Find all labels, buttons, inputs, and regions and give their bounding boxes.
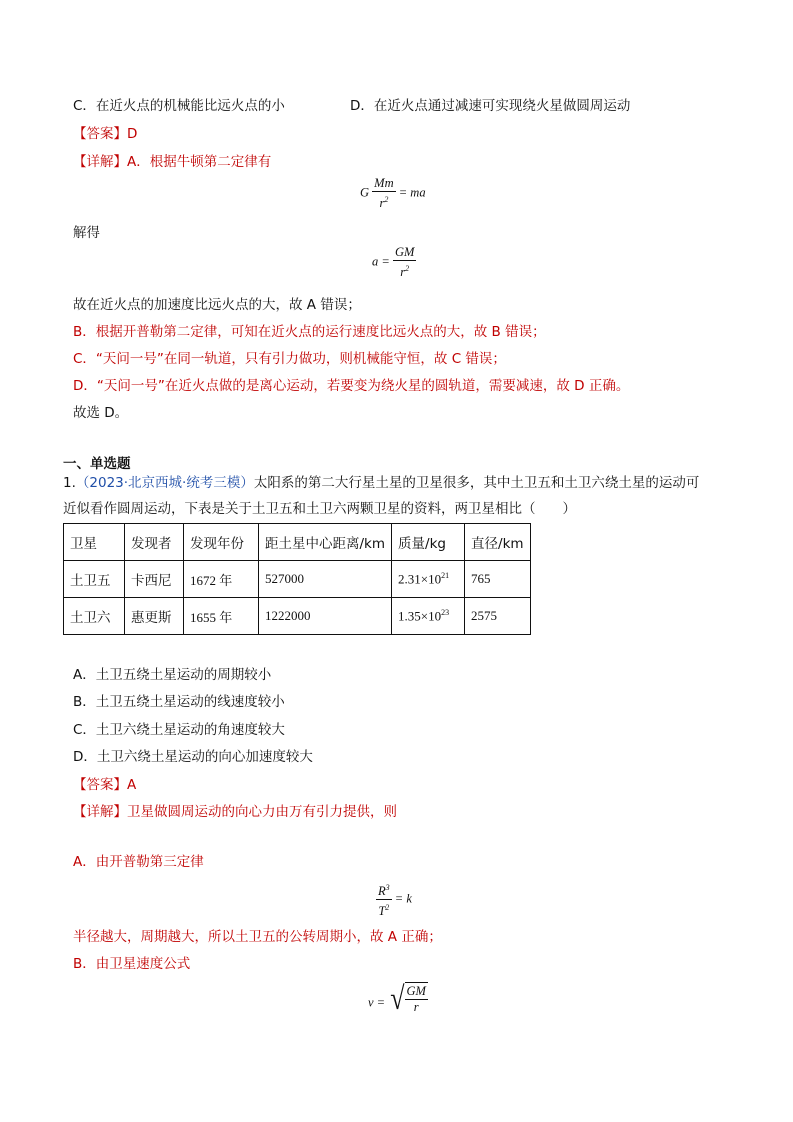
header-cell: 距土星中心距离/km — [259, 524, 392, 561]
table-row — [64, 598, 531, 635]
formula-rhs: = ma — [398, 185, 426, 200]
cell-discoverer: 惠更斯 — [125, 598, 184, 635]
sqrt-expression — [388, 979, 428, 1016]
den-var: T — [378, 904, 386, 919]
mass-exp: 23 — [441, 607, 450, 617]
answer-value: D — [127, 126, 138, 142]
detail-tag: 【详解】 — [73, 154, 127, 170]
sqrt-body — [405, 982, 428, 1015]
formula-lhs: v = — [368, 995, 386, 1010]
num-var: R — [378, 884, 386, 899]
formula-numerator: GM — [394, 245, 415, 259]
formula-velocity — [368, 979, 428, 1016]
detail-a-conclusion: 半径越大，周期越大，所以土卫五的公转周期小，故 A 正确； — [73, 929, 442, 945]
den-exp: 2 — [405, 264, 410, 273]
detail-text: 卫星做圆周运动的向心力由万有引力提供，则 — [127, 804, 397, 820]
formula-newton — [360, 176, 426, 211]
formula-denominator: r — [413, 1000, 419, 1014]
cell-mass — [392, 561, 465, 598]
question-line-1 — [63, 471, 699, 491]
jiede-label: 解得 — [73, 225, 100, 241]
detail-line — [73, 800, 397, 820]
option-a: A．土卫五绕土星运动的周期较小 — [73, 667, 272, 683]
section-title: 一、单选题 — [63, 456, 131, 472]
sqrt-icon: √ — [390, 979, 405, 1016]
conclusion-line-1: 故在近火点的加速度比远火点的大，故 A 错误； — [73, 297, 361, 313]
cell-diameter: 765 — [465, 561, 531, 598]
formula-denominator — [393, 261, 416, 280]
formula-g: G — [360, 185, 370, 200]
formula-acceleration — [372, 245, 416, 280]
option-c: C．在近火点的机械能比远火点的小 — [73, 98, 285, 114]
question-source: （2023·北京西城·统考三模） — [75, 475, 254, 491]
num-exp: 3 — [385, 883, 390, 892]
cell-name: 土卫六 — [64, 598, 125, 635]
formula-fraction — [372, 176, 395, 211]
header-cell: 发现年份 — [184, 524, 259, 561]
formula-kepler — [376, 880, 412, 919]
den-exp: 2 — [385, 903, 390, 913]
cell-name: 土卫五 — [64, 561, 125, 598]
answer-line — [73, 122, 137, 142]
conclusion-line-5: 故选 D。 — [73, 405, 129, 421]
den-var: r — [379, 196, 385, 211]
formula-denominator — [372, 192, 395, 211]
detail-line — [73, 150, 271, 170]
conclusion-line-4: D．“天问一号”在近火点做的是离心运动，若要变为绕火星的圆轨道，需要减速，故 D 正确。 — [73, 378, 630, 394]
mass-base: 2.31×10 — [398, 571, 442, 587]
formula-rhs: = k — [394, 891, 412, 906]
answer-line — [73, 773, 136, 793]
question-number: 1. — [63, 475, 76, 491]
formula-numerator: GM — [406, 984, 426, 998]
table-header-row — [64, 524, 531, 561]
formula-numerator: Mm — [374, 176, 394, 190]
detail-a-line: A．由开普勒第三定律 — [73, 854, 204, 870]
formula-denominator — [376, 900, 392, 919]
formula-fraction — [393, 245, 416, 280]
formula-fraction — [376, 880, 392, 919]
cell-year: 1655 年 — [184, 598, 259, 635]
header-cell: 直径/km — [465, 524, 531, 561]
question-line-2: 近似看作圆周运动，下表是关于土卫五和土卫六两颗卫星的资料，两卫星相比（ ） — [63, 501, 576, 517]
cell-diameter: 2575 — [465, 598, 531, 635]
den-exp: 2 — [384, 195, 389, 204]
detail-tag: 【详解】 — [73, 804, 127, 820]
answer-value: A — [127, 777, 137, 793]
satellite-table — [63, 523, 531, 635]
option-b: B．土卫五绕土星运动的线速度较小 — [73, 694, 285, 710]
detail-a-text: A．根据牛顿第二定律有 — [127, 154, 272, 170]
formula-numerator — [376, 880, 392, 900]
cell-distance: 527000 — [259, 561, 392, 598]
cell-mass — [392, 598, 465, 635]
detail-b-line: B．由卫星速度公式 — [73, 956, 191, 972]
formula-lhs: a = — [372, 254, 390, 269]
answer-tag: 【答案】 — [73, 126, 127, 142]
option-d: D．在近火点通过减速可实现绕火星做圆周运动 — [350, 98, 631, 114]
header-cell: 发现者 — [125, 524, 184, 561]
header-cell: 质量/kg — [392, 524, 465, 561]
mass-base: 1.35×10 — [398, 608, 442, 624]
cell-distance: 1222000 — [259, 598, 392, 635]
conclusion-line-2: B．根据开普勒第二定律，可知在近火点的运行速度比远火点的大，故 B 错误； — [73, 324, 546, 340]
mass-exp: 21 — [441, 570, 450, 580]
cell-discoverer: 卡西尼 — [125, 561, 184, 598]
table-row — [64, 561, 531, 598]
option-d: D．土卫六绕土星运动的向心加速度较大 — [73, 749, 313, 765]
formula-fraction — [405, 984, 428, 1015]
header-cell: 卫星 — [64, 524, 125, 561]
answer-tag: 【答案】 — [73, 777, 127, 793]
conclusion-line-3: C．“天问一号”在同一轨道，只有引力做功，则机械能守恒，故 C 错误； — [73, 351, 506, 367]
cell-year: 1672 年 — [184, 561, 259, 598]
den-var: r — [400, 265, 406, 280]
question-text-1: 太阳系的第二大行星土星的卫星很多，其中土卫五和土卫六绕土星的运动可 — [253, 475, 700, 491]
option-c: C．土卫六绕土星运动的角速度较大 — [73, 722, 285, 738]
